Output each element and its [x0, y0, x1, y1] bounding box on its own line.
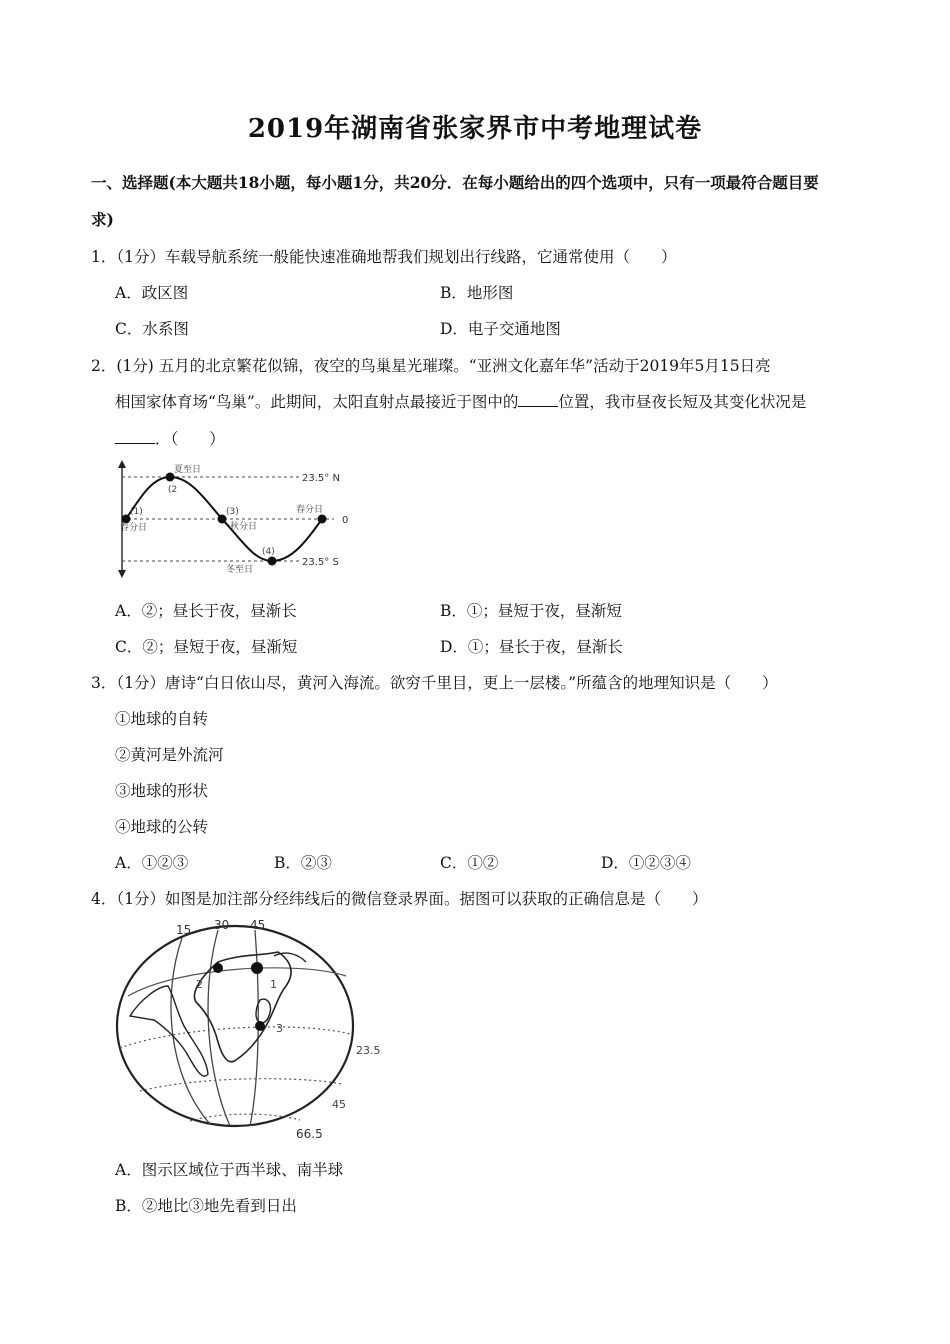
globe-outline — [117, 926, 353, 1126]
point-4-dot — [268, 557, 277, 566]
marker-1-dot — [251, 962, 263, 974]
q3-item-4: ④地球的公转 — [115, 818, 209, 836]
q1-stem: 1．（1分）车载导航系统一般能快速准确地帮我们规划出行线路，它通常使用（ ） — [91, 248, 677, 266]
label-point-1: (1) — [130, 507, 143, 517]
parallel-45 — [140, 1079, 342, 1091]
q2-stem-line2 — [115, 390, 806, 412]
label-qiufen: 秋分日 — [230, 522, 258, 532]
q2-stem-line2-part1: 相国家体育场“鸟巢”。此期间，太阳直射点最接近于图中的 — [115, 393, 519, 411]
arrow-up-icon — [118, 460, 126, 468]
label-lat-66-5: 66.5 — [296, 1127, 323, 1141]
q3-option-d: D．①②③④ — [601, 854, 691, 872]
label-lon-15: 15 — [176, 923, 192, 937]
q2-stem-line1: 2．(1分) 五月的北京繁花似锦，夜空的鸟巢星光璀璨。“亚洲文化嘉年华”活动于2019年5月15日亮 — [91, 357, 771, 375]
parallel-north — [128, 968, 346, 996]
q2-blank-1 — [518, 392, 558, 407]
q4-option-b: B．②地比③地先看到日出 — [115, 1197, 297, 1215]
q3-item-1: ①地球的自转 — [115, 710, 209, 728]
section-heading-line2: 求) — [91, 210, 114, 229]
label-chunfen-right: 春分日 — [296, 505, 324, 515]
coast-shape — [274, 953, 306, 962]
label-chunfen-left: 春分日 — [120, 523, 148, 533]
q1-option-c: C．水系图 — [115, 320, 189, 338]
page-title: 2019年湖南省张家界市中考地理试卷 — [247, 114, 703, 144]
q4-option-a: A．图示区域位于西半球、南半球 — [115, 1161, 344, 1179]
label-marker-3: 3 — [276, 1022, 283, 1035]
q1-option-a: A．政区图 — [115, 284, 189, 302]
sun-path-figure — [112, 458, 368, 580]
point-5-dot — [318, 515, 327, 524]
label-zero: 0 — [342, 515, 349, 526]
q1-option-b: B．地形图 — [440, 284, 514, 302]
q2-option-a: A．②；昼长于夜，昼渐长 — [115, 602, 297, 620]
q3-option-b: B．②③ — [274, 854, 332, 872]
label-marker-1: 1 — [270, 978, 277, 991]
q3-item-2: ②黄河是外流河 — [115, 746, 224, 764]
label-point-4: (4) — [262, 547, 275, 557]
label-marker-2: 2 — [196, 978, 203, 991]
arrow-down-icon — [118, 570, 126, 578]
q4-stem: 4．（1分）如图是加注部分经纬线后的微信登录界面。据图可以获取的正确信息是（ ） — [91, 890, 708, 908]
parallel-23-5 — [120, 1027, 350, 1048]
q2-option-c: C．②；昼短于夜，昼渐短 — [115, 638, 298, 656]
label-dongzhi: 冬至日 — [226, 565, 254, 575]
q2-stem-line2-part2: 位置，我市昼夜长短及其变化状况是 — [558, 393, 807, 411]
label-lon-45: 45 — [250, 918, 266, 932]
marker-4-dot — [255, 1021, 265, 1031]
label-xiazhi: 夏至日 — [174, 465, 202, 475]
label-point-3: (3) — [226, 507, 239, 517]
q2-option-b: B．①；昼短于夜，昼渐短 — [440, 602, 622, 620]
label-lat-45: 45 — [332, 1098, 346, 1111]
marker-3-dot — [213, 963, 223, 973]
label-point-2: (2 — [168, 485, 178, 495]
section-heading-line1: 一、选择题(本大题共18小题，每小题1分，共20分．在每小题给出的四个选项中，只有一项最符合题目要 — [91, 173, 819, 192]
q2-stem-line3 — [115, 427, 225, 449]
label-23-5-n: 23.5° N — [302, 473, 340, 484]
q2-stem-line3-text: ．（ ） — [155, 430, 225, 448]
label-lon-30: 30 — [214, 918, 230, 932]
q3-stem: 3．（1分）唐诗“白日依山尽，黄河入海流。欲穷千里目，更上一层楼。”所蕴含的地理知识是（ ） — [91, 674, 778, 692]
q3-option-c: C．①② — [440, 854, 499, 872]
q2-blank-2 — [115, 429, 155, 444]
label-lat-23-5: 23.5 — [356, 1044, 381, 1057]
label-23-5-s: 23.5° S — [302, 557, 339, 568]
q3-item-3: ③地球的形状 — [115, 782, 209, 800]
q1-option-d: D．电子交通地图 — [440, 320, 561, 338]
left-land-shape — [130, 986, 208, 1076]
q2-option-d: D．①；昼长于夜，昼渐长 — [440, 638, 623, 656]
q3-option-a: A．①②③ — [115, 854, 189, 872]
globe-figure — [110, 916, 400, 1148]
